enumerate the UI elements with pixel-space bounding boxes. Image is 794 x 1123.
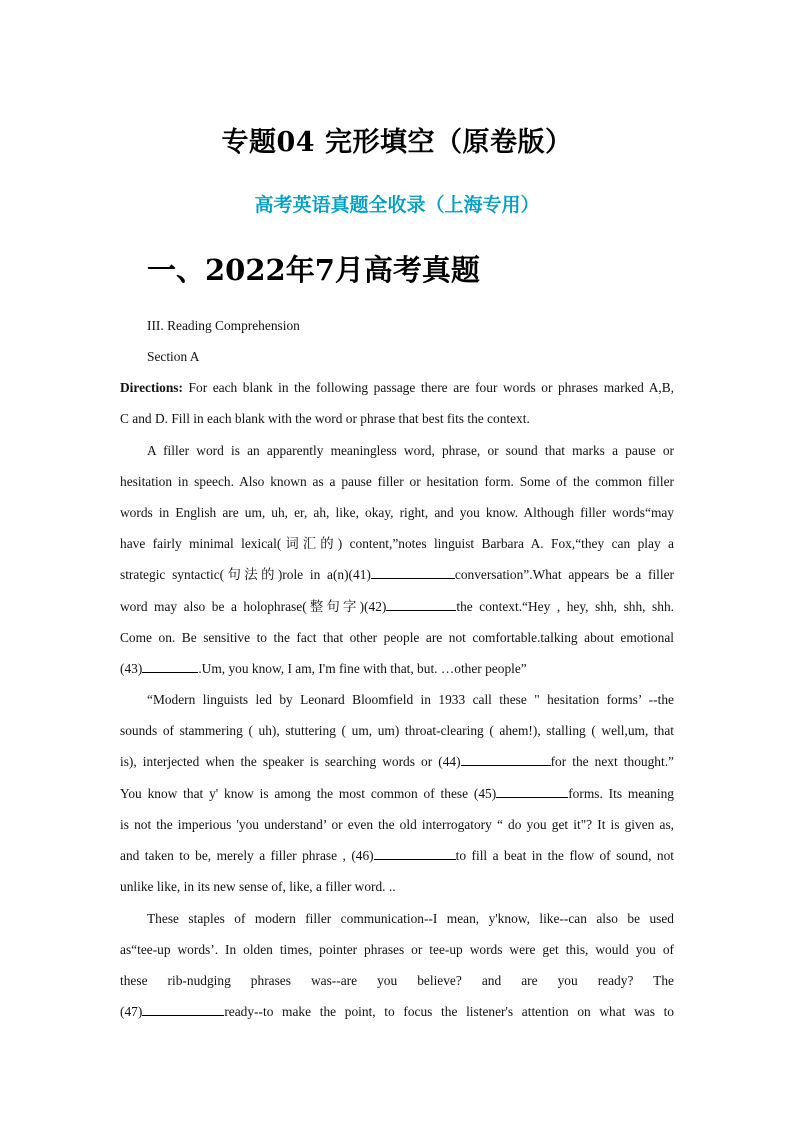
- text-line: Come on. Be sensitive to the fact that other people are not comfortable.talking about emotional: [120, 630, 674, 645]
- text-line: [120, 1002, 674, 1022]
- answer-blank-41[interactable]: [371, 565, 455, 579]
- page-title: 专题04 完形填空（原卷版）: [221, 127, 573, 158]
- text-span: forms. Its meaning: [568, 786, 674, 801]
- text-line: hesitation in speech. Also known as a pause filler or hesitation form. Some of the common filler: [120, 474, 674, 489]
- text-line: [120, 659, 674, 679]
- text-line: words in English are um, uh, er, ah, like, okay, right, and you know. Although filler words“may: [120, 505, 674, 520]
- text-span: word may also be a holophrase(整句字)(42): [120, 599, 387, 614]
- text-line: [120, 565, 674, 585]
- text-line: C and D. Fill in each blank with the word or phrase that best fits the context.: [120, 411, 530, 426]
- answer-blank-43[interactable]: [142, 659, 198, 673]
- answer-blank-46[interactable]: [374, 846, 456, 860]
- text-span: .Um, you know, I am, I'm fine with that, but. …other people”: [198, 661, 527, 676]
- text-span: ready--to make the point, to focus the listener's attention on what was to: [224, 1004, 674, 1019]
- section-label: III. Reading Comprehension: [147, 318, 300, 333]
- text-line: these rib-nudging phrases was--are you believe? and are you ready? The: [120, 973, 674, 988]
- text-span: (47): [120, 1004, 143, 1019]
- text-line: [120, 752, 674, 772]
- section-heading: 一、2022年7月高考真题: [147, 253, 480, 287]
- text-line: “Modern linguists led by Leonard Bloomfield in 1933 call these " hesitation forms’ --the: [147, 692, 674, 707]
- text-span: You know that y' know is among the most common of these (45): [120, 786, 497, 801]
- text-line: as“tee-up words’. In olden times, pointer phrases or tee-up words were get this, would you of: [120, 942, 674, 957]
- text-span: and taken to be, merely a filler phrase , (46): [120, 848, 374, 863]
- text-line: sounds of stammering ( uh), stuttering ( um, um) throat-clearing ( ahem!), stalling ( well,um, that: [120, 723, 674, 738]
- text-span: to fill a beat in the flow of sound, not: [455, 848, 674, 863]
- answer-blank-42[interactable]: [386, 597, 456, 611]
- answer-blank-44[interactable]: [461, 752, 551, 766]
- text-line: These staples of modern filler communication--I mean, y'know, like--can also be used: [147, 911, 674, 926]
- text-span: is), interjected when the speaker is searching words or (44): [120, 754, 461, 769]
- text-line: is not the imperious 'you understand’ or even the old interrogatory “ do you get it"? It is given as,: [120, 817, 674, 832]
- text-line: [120, 784, 674, 804]
- directions-line: [120, 378, 674, 398]
- text-line: unlike like, in its new sense of, like, a filler word. ..: [120, 879, 396, 894]
- text-span: For each blank in the following passage there are four words or phrases marked A,B,: [182, 380, 674, 395]
- directions-label: Directions:: [120, 380, 183, 395]
- text-line: have fairly minimal lexical(词汇的) content,”notes linguist Barbara A. Fox,“they can play a: [120, 536, 674, 551]
- text-line: [120, 846, 674, 866]
- text-span: conversation”.What appears be a filler: [454, 567, 675, 582]
- answer-blank-47[interactable]: [142, 1002, 224, 1016]
- section-label: Section A: [147, 349, 200, 364]
- text-line: A filler word is an apparently meaningless word, phrase, or sound that marks a pause or: [147, 443, 674, 458]
- text-span: strategic syntactic(句法的)role in a(n)(41): [120, 567, 371, 582]
- answer-blank-45[interactable]: [496, 784, 568, 798]
- text-span: for the next thought.”: [550, 754, 675, 769]
- page-subtitle: 高考英语真题全收录（上海专用）: [254, 194, 540, 216]
- text-span: the context.“Hey , hey, shh, shh, shh.: [456, 599, 675, 614]
- text-span: (43): [120, 661, 143, 676]
- text-line: [120, 597, 674, 617]
